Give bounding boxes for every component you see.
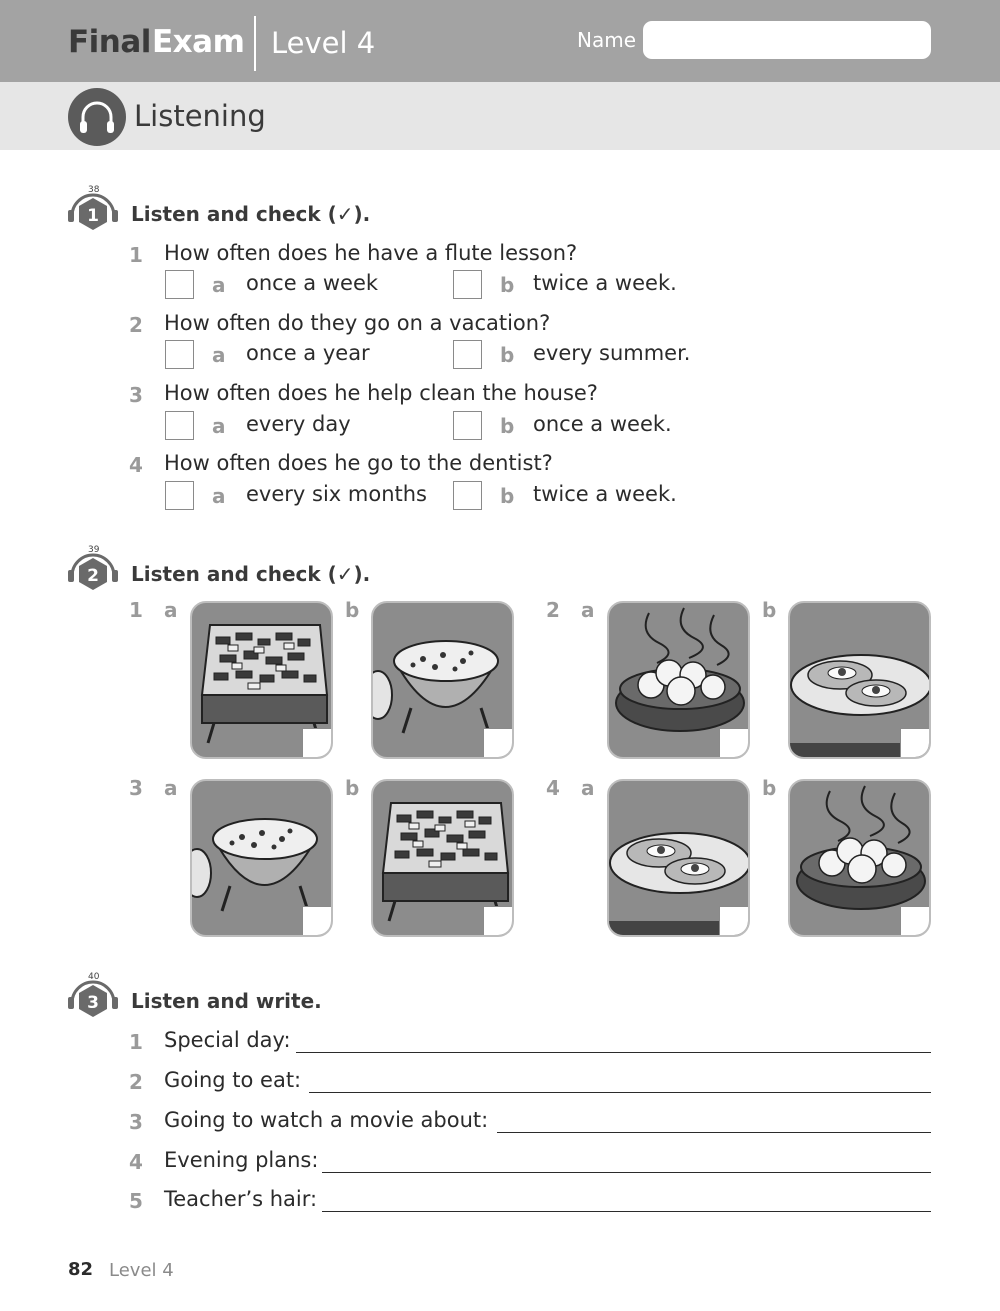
option-text-a: once a week xyxy=(246,271,379,295)
question-text: How often does he help clean the house? xyxy=(164,381,598,405)
question-number: 4 xyxy=(129,453,143,477)
section-3-instruction: Listen and write. xyxy=(131,989,322,1013)
option-letter-b: b xyxy=(500,273,515,297)
option-text-a: once a year xyxy=(246,341,370,365)
exam-title-bold: Final xyxy=(68,24,151,60)
section-1-instruction: Listen and check (✓). xyxy=(131,202,371,226)
picture-check-box[interactable] xyxy=(483,906,513,936)
answer-line[interactable] xyxy=(296,1052,931,1053)
item-number: 2 xyxy=(546,598,560,622)
check-box-a[interactable] xyxy=(165,270,194,299)
headphones-icon xyxy=(68,88,126,146)
option-letter-a: a xyxy=(212,343,226,367)
picture-letter-a: a xyxy=(164,776,178,800)
check-box-a[interactable] xyxy=(165,340,194,369)
check-box-b[interactable] xyxy=(453,411,482,440)
name-label: Name xyxy=(577,28,637,52)
option-letter-a: a xyxy=(212,484,226,508)
picture-letter-a: a xyxy=(581,776,595,800)
option-text-a: every six months xyxy=(246,482,427,506)
picture-check-box[interactable] xyxy=(302,906,332,936)
section-number: 1 xyxy=(87,206,99,226)
answer-line[interactable] xyxy=(497,1132,931,1133)
option-letter-b: b xyxy=(500,414,515,438)
option-text-b: twice a week. xyxy=(533,482,677,506)
picture-letter-b: b xyxy=(762,598,777,622)
option-text-b: twice a week. xyxy=(533,271,677,295)
section-3-badge xyxy=(66,977,120,1021)
prompt-label: Teacher’s hair: xyxy=(164,1187,318,1211)
prompt-number: 2 xyxy=(129,1070,143,1094)
dumplings-pot-picture xyxy=(607,601,750,759)
picture-check-box[interactable] xyxy=(302,728,332,758)
picture-letter-a: a xyxy=(164,598,178,622)
answer-line[interactable] xyxy=(309,1092,931,1093)
banner-title: Listening xyxy=(134,99,266,133)
option-text-a: every day xyxy=(246,412,351,436)
picture-letter-b: b xyxy=(345,598,360,622)
check-box-a[interactable] xyxy=(165,481,194,510)
picture-check-box[interactable] xyxy=(900,906,930,936)
section-2-badge xyxy=(66,550,120,594)
salad-tray-picture xyxy=(190,601,333,759)
rice-bowl-picture xyxy=(371,601,514,759)
prompt-number: 4 xyxy=(129,1150,143,1174)
page-number: 82 xyxy=(68,1259,94,1280)
salad-tray-picture xyxy=(371,779,514,937)
rice-bowl-picture xyxy=(190,779,333,937)
fried-eggs-plate-picture xyxy=(788,601,931,759)
option-text-b: every summer. xyxy=(533,341,691,365)
picture-letter-b: b xyxy=(345,776,360,800)
option-text-b: once a week. xyxy=(533,412,672,436)
picture-check-box[interactable] xyxy=(900,728,930,758)
item-number: 4 xyxy=(546,776,560,800)
section-number: 3 xyxy=(87,993,99,1013)
prompt-number: 3 xyxy=(129,1110,143,1134)
question-number: 3 xyxy=(129,383,143,407)
picture-check-box[interactable] xyxy=(483,728,513,758)
option-letter-a: a xyxy=(212,273,226,297)
picture-letter-b: b xyxy=(762,776,777,800)
question-text: How often does he go to the dentist? xyxy=(164,451,553,475)
prompt-label: Special day: xyxy=(164,1028,291,1052)
track-number: 38 xyxy=(88,185,100,195)
answer-line[interactable] xyxy=(322,1172,931,1173)
name-field[interactable] xyxy=(643,21,931,59)
check-box-b[interactable] xyxy=(453,270,482,299)
answer-line[interactable] xyxy=(322,1211,931,1212)
picture-check-box[interactable] xyxy=(719,728,749,758)
question-text: How often does he have a flute lesson? xyxy=(164,241,578,265)
option-letter-b: b xyxy=(500,484,515,508)
prompt-number: 5 xyxy=(129,1189,143,1213)
question-number: 2 xyxy=(129,313,143,337)
track-number: 39 xyxy=(88,545,100,555)
exam-level: Level 4 xyxy=(271,26,376,60)
footer-level: Level 4 xyxy=(109,1260,174,1281)
item-number: 1 xyxy=(129,598,143,622)
dumplings-pot-picture xyxy=(788,779,931,937)
title-divider xyxy=(254,16,256,71)
picture-check-box[interactable] xyxy=(719,906,749,936)
item-number: 3 xyxy=(129,776,143,800)
section-2-instruction: Listen and check (✓). xyxy=(131,562,371,586)
section-1-badge xyxy=(66,190,120,234)
option-letter-b: b xyxy=(500,343,515,367)
check-box-b[interactable] xyxy=(453,481,482,510)
check-box-b[interactable] xyxy=(453,340,482,369)
option-letter-a: a xyxy=(212,414,226,438)
exam-title-accent: Exam xyxy=(152,24,245,60)
check-box-a[interactable] xyxy=(165,411,194,440)
prompt-label: Going to watch a movie about: xyxy=(164,1108,489,1132)
question-text: How often do they go on a vacation? xyxy=(164,311,551,335)
prompt-label: Evening plans: xyxy=(164,1148,319,1172)
question-number: 1 xyxy=(129,243,143,267)
section-number: 2 xyxy=(87,566,99,586)
prompt-label: Going to eat: xyxy=(164,1068,302,1092)
picture-letter-a: a xyxy=(581,598,595,622)
fried-eggs-plate-picture xyxy=(607,779,750,937)
prompt-number: 1 xyxy=(129,1030,143,1054)
track-number: 40 xyxy=(88,972,100,982)
